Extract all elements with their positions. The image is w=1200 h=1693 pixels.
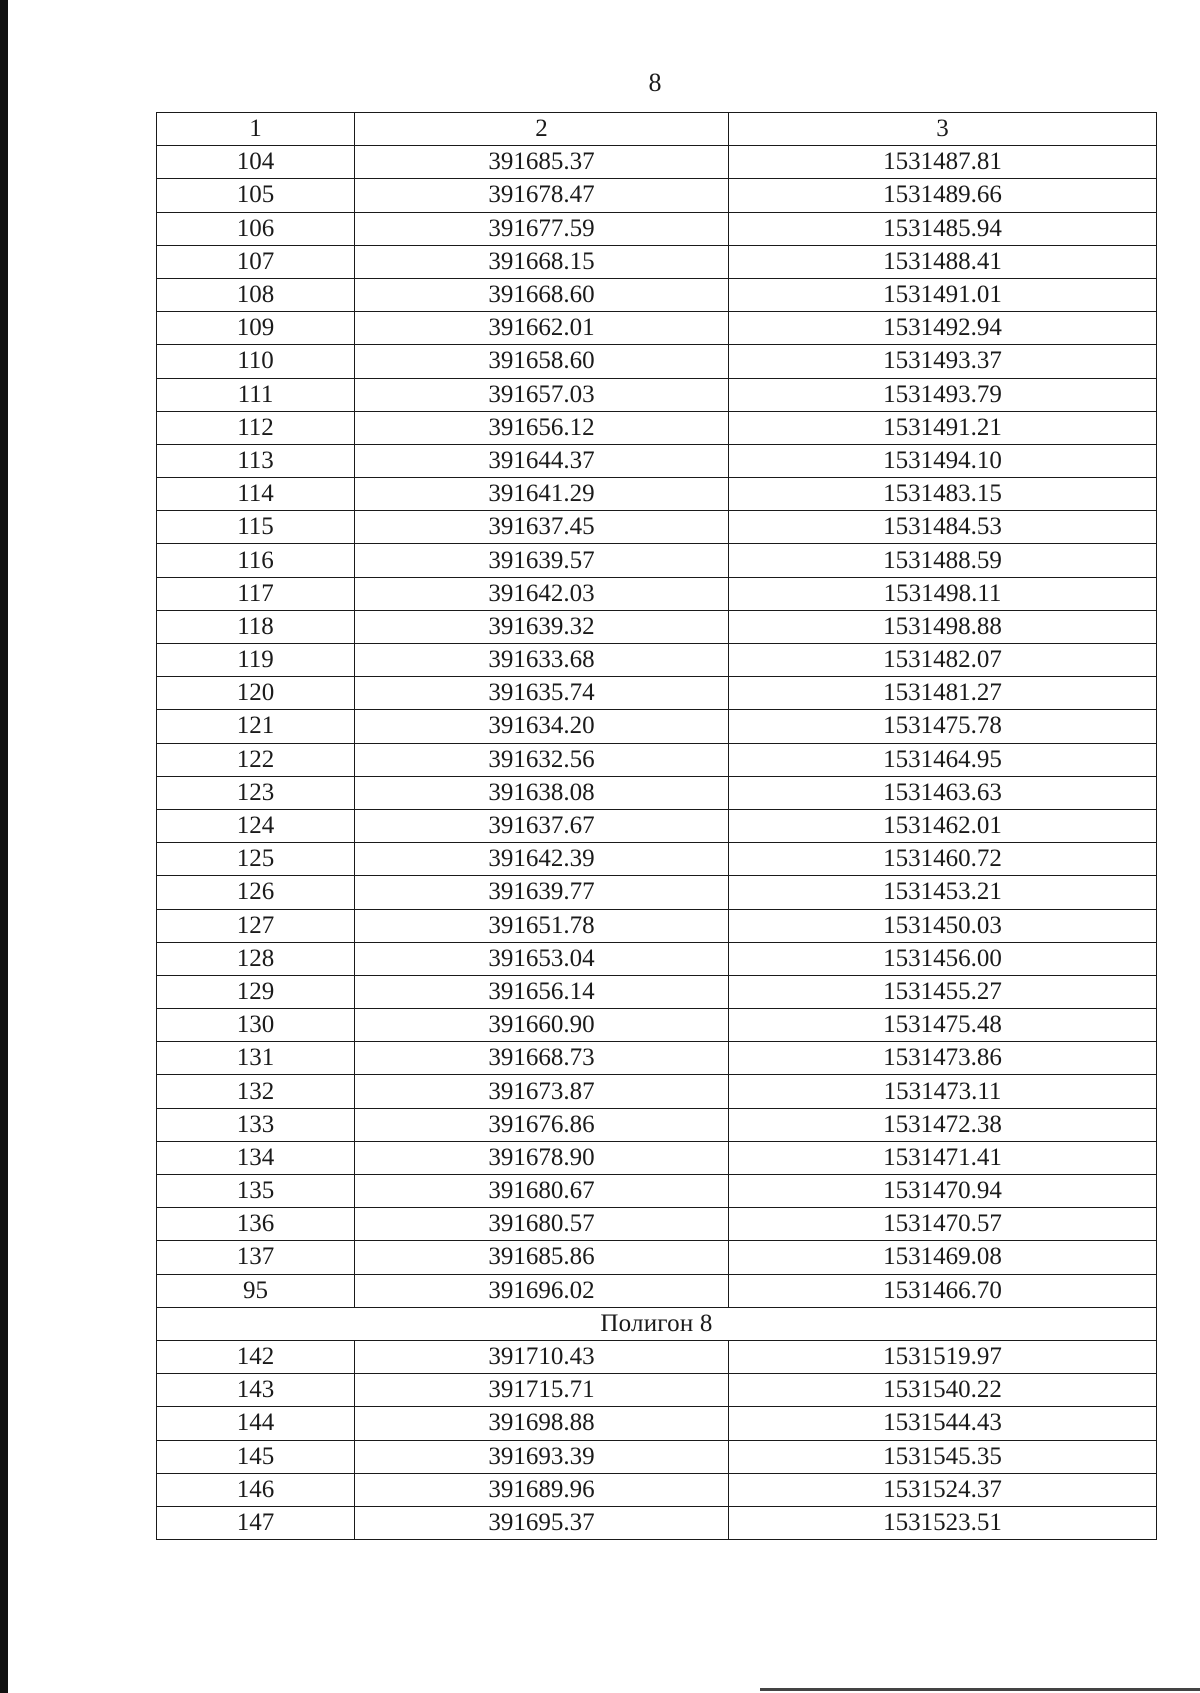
point-number-cell: 112 [157, 411, 355, 444]
table-row [157, 1241, 1157, 1274]
point-number-cell: 131 [157, 1042, 355, 1075]
point-number-cell: 143 [157, 1374, 355, 1407]
table-row [157, 511, 1157, 544]
point-number-cell: 137 [157, 1241, 355, 1274]
x-coordinate-cell: 391641.29 [355, 478, 729, 511]
table-row [157, 1473, 1157, 1506]
point-number-cell: 133 [157, 1108, 355, 1141]
x-coordinate-cell: 391660.90 [355, 1009, 729, 1042]
point-number-cell: 121 [157, 710, 355, 743]
coordinates-table [156, 112, 1157, 1540]
table-row [157, 677, 1157, 710]
y-coordinate-cell: 1531519.97 [729, 1340, 1157, 1373]
point-number-cell: 114 [157, 478, 355, 511]
point-number-cell: 126 [157, 876, 355, 909]
y-coordinate-cell: 1531485.94 [729, 212, 1157, 245]
point-number-cell: 144 [157, 1407, 355, 1440]
page-number: 8 [648, 68, 662, 97]
y-coordinate-cell: 1531481.27 [729, 677, 1157, 710]
point-number-cell: 115 [157, 511, 355, 544]
table-row [157, 577, 1157, 610]
point-number-cell: 108 [157, 278, 355, 311]
x-coordinate-cell: 391689.96 [355, 1473, 729, 1506]
x-coordinate-cell: 391657.03 [355, 378, 729, 411]
point-number-cell: 135 [157, 1175, 355, 1208]
point-number-cell: 110 [157, 345, 355, 378]
table-row [157, 843, 1157, 876]
table-row [157, 644, 1157, 677]
x-coordinate-cell: 391638.08 [355, 776, 729, 809]
x-coordinate-cell: 391685.86 [355, 1241, 729, 1274]
y-coordinate-cell: 1531524.37 [729, 1473, 1157, 1506]
y-coordinate-cell: 1531491.21 [729, 411, 1157, 444]
y-coordinate-cell: 1531498.88 [729, 610, 1157, 643]
y-coordinate-cell: 1531475.48 [729, 1009, 1157, 1042]
x-coordinate-cell: 391662.01 [355, 312, 729, 345]
x-coordinate-cell: 391639.32 [355, 610, 729, 643]
y-coordinate-cell: 1531493.79 [729, 378, 1157, 411]
point-number-cell: 107 [157, 245, 355, 278]
table-row [157, 909, 1157, 942]
x-coordinate-cell: 391685.37 [355, 146, 729, 179]
x-coordinate-cell: 391651.78 [355, 909, 729, 942]
table-row [157, 1208, 1157, 1241]
y-coordinate-cell: 1531493.37 [729, 345, 1157, 378]
y-coordinate-cell: 1531492.94 [729, 312, 1157, 345]
x-coordinate-cell: 391696.02 [355, 1274, 729, 1307]
x-coordinate-cell: 391678.47 [355, 179, 729, 212]
x-coordinate-cell: 391676.86 [355, 1108, 729, 1141]
table-row [157, 942, 1157, 975]
y-coordinate-cell: 1531466.70 [729, 1274, 1157, 1307]
y-coordinate-cell: 1531471.41 [729, 1141, 1157, 1174]
point-number-cell: 128 [157, 942, 355, 975]
x-coordinate-cell: 391668.73 [355, 1042, 729, 1075]
point-number-cell: 147 [157, 1506, 355, 1539]
x-coordinate-cell: 391633.68 [355, 644, 729, 677]
x-coordinate-cell: 391632.56 [355, 743, 729, 776]
table-row [157, 1075, 1157, 1108]
y-coordinate-cell: 1531473.86 [729, 1042, 1157, 1075]
table-row [157, 444, 1157, 477]
y-coordinate-cell: 1531469.08 [729, 1241, 1157, 1274]
point-number-cell: 122 [157, 743, 355, 776]
table-row [157, 478, 1157, 511]
section-row [157, 1307, 1157, 1340]
table-row [157, 1274, 1157, 1307]
y-coordinate-cell: 1531544.43 [729, 1407, 1157, 1440]
point-number-cell: 105 [157, 179, 355, 212]
y-coordinate-cell: 1531540.22 [729, 1374, 1157, 1407]
point-number-cell: 120 [157, 677, 355, 710]
x-coordinate-cell: 391715.71 [355, 1374, 729, 1407]
y-coordinate-cell: 1531494.10 [729, 444, 1157, 477]
table-row [157, 710, 1157, 743]
table-row [157, 146, 1157, 179]
table-row [157, 312, 1157, 345]
table-row [157, 1009, 1157, 1042]
x-coordinate-cell: 391637.45 [355, 511, 729, 544]
y-coordinate-cell: 1531488.41 [729, 245, 1157, 278]
table-row [157, 1440, 1157, 1473]
x-coordinate-cell: 391653.04 [355, 942, 729, 975]
table-row [157, 1175, 1157, 1208]
point-number-cell: 118 [157, 610, 355, 643]
y-coordinate-cell: 1531489.66 [729, 179, 1157, 212]
x-coordinate-cell: 391656.12 [355, 411, 729, 444]
x-coordinate-cell: 391668.15 [355, 245, 729, 278]
y-coordinate-cell: 1531484.53 [729, 511, 1157, 544]
table-row [157, 245, 1157, 278]
x-coordinate-cell: 391668.60 [355, 278, 729, 311]
point-number-cell: 116 [157, 544, 355, 577]
x-coordinate-cell: 391658.60 [355, 345, 729, 378]
table-row [157, 1407, 1157, 1440]
y-coordinate-cell: 1531456.00 [729, 942, 1157, 975]
x-coordinate-cell: 391644.37 [355, 444, 729, 477]
point-number-cell: 134 [157, 1141, 355, 1174]
point-number-cell: 117 [157, 577, 355, 610]
x-coordinate-cell: 391710.43 [355, 1340, 729, 1373]
point-number-cell: 136 [157, 1208, 355, 1241]
table-row [157, 179, 1157, 212]
y-coordinate-cell: 1531498.11 [729, 577, 1157, 610]
table-row [157, 809, 1157, 842]
point-number-cell: 132 [157, 1075, 355, 1108]
y-coordinate-cell: 1531482.07 [729, 644, 1157, 677]
x-coordinate-cell: 391680.67 [355, 1175, 729, 1208]
point-number-cell: 130 [157, 1009, 355, 1042]
y-coordinate-cell: 1531460.72 [729, 843, 1157, 876]
y-coordinate-cell: 1531545.35 [729, 1440, 1157, 1473]
point-number-cell: 111 [157, 378, 355, 411]
y-coordinate-cell: 1531475.78 [729, 710, 1157, 743]
x-coordinate-cell: 391639.57 [355, 544, 729, 577]
x-coordinate-cell: 391673.87 [355, 1075, 729, 1108]
point-number-cell: 129 [157, 975, 355, 1008]
x-coordinate-cell: 391678.90 [355, 1141, 729, 1174]
table-row [157, 743, 1157, 776]
table-row [157, 610, 1157, 643]
y-coordinate-cell: 1531472.38 [729, 1108, 1157, 1141]
point-number-cell: 109 [157, 312, 355, 345]
header-cell: 2 [355, 113, 729, 146]
table-row [157, 544, 1157, 577]
x-coordinate-cell: 391634.20 [355, 710, 729, 743]
table-row [157, 345, 1157, 378]
header-cell: 3 [729, 113, 1157, 146]
y-coordinate-cell: 1531464.95 [729, 743, 1157, 776]
x-coordinate-cell: 391656.14 [355, 975, 729, 1008]
point-number-cell: 127 [157, 909, 355, 942]
point-number-cell: 119 [157, 644, 355, 677]
scan-edge [0, 0, 8, 1693]
header-cell: 1 [157, 113, 355, 146]
x-coordinate-cell: 391637.67 [355, 809, 729, 842]
table-row [157, 1374, 1157, 1407]
table-row [157, 1506, 1157, 1539]
y-coordinate-cell: 1531487.81 [729, 146, 1157, 179]
table-row [157, 1141, 1157, 1174]
x-coordinate-cell: 391642.39 [355, 843, 729, 876]
x-coordinate-cell: 391642.03 [355, 577, 729, 610]
table-row [157, 1340, 1157, 1373]
y-coordinate-cell: 1531450.03 [729, 909, 1157, 942]
bottom-rule [760, 1688, 1200, 1691]
table-row [157, 411, 1157, 444]
point-number-cell: 125 [157, 843, 355, 876]
table-header-row [157, 113, 1157, 146]
y-coordinate-cell: 1531523.51 [729, 1506, 1157, 1539]
y-coordinate-cell: 1531453.21 [729, 876, 1157, 909]
table-row [157, 212, 1157, 245]
x-coordinate-cell: 391695.37 [355, 1506, 729, 1539]
x-coordinate-cell: 391639.77 [355, 876, 729, 909]
y-coordinate-cell: 1531470.94 [729, 1175, 1157, 1208]
table-row [157, 776, 1157, 809]
y-coordinate-cell: 1531483.15 [729, 478, 1157, 511]
point-number-cell: 104 [157, 146, 355, 179]
point-number-cell: 146 [157, 1473, 355, 1506]
x-coordinate-cell: 391693.39 [355, 1440, 729, 1473]
y-coordinate-cell: 1531470.57 [729, 1208, 1157, 1241]
table-row [157, 975, 1157, 1008]
point-number-cell: 142 [157, 1340, 355, 1373]
point-number-cell: 123 [157, 776, 355, 809]
point-number-cell: 145 [157, 1440, 355, 1473]
y-coordinate-cell: 1531491.01 [729, 278, 1157, 311]
section-title: Полигон 8 [157, 1307, 1157, 1340]
y-coordinate-cell: 1531463.63 [729, 776, 1157, 809]
table-row [157, 378, 1157, 411]
point-number-cell: 106 [157, 212, 355, 245]
table-row [157, 1042, 1157, 1075]
point-number-cell: 124 [157, 809, 355, 842]
y-coordinate-cell: 1531473.11 [729, 1075, 1157, 1108]
y-coordinate-cell: 1531488.59 [729, 544, 1157, 577]
point-number-cell: 95 [157, 1274, 355, 1307]
y-coordinate-cell: 1531462.01 [729, 809, 1157, 842]
y-coordinate-cell: 1531455.27 [729, 975, 1157, 1008]
x-coordinate-cell: 391698.88 [355, 1407, 729, 1440]
x-coordinate-cell: 391680.57 [355, 1208, 729, 1241]
table-row [157, 1108, 1157, 1141]
x-coordinate-cell: 391677.59 [355, 212, 729, 245]
table-row [157, 876, 1157, 909]
point-number-cell: 113 [157, 444, 355, 477]
x-coordinate-cell: 391635.74 [355, 677, 729, 710]
table-row [157, 278, 1157, 311]
